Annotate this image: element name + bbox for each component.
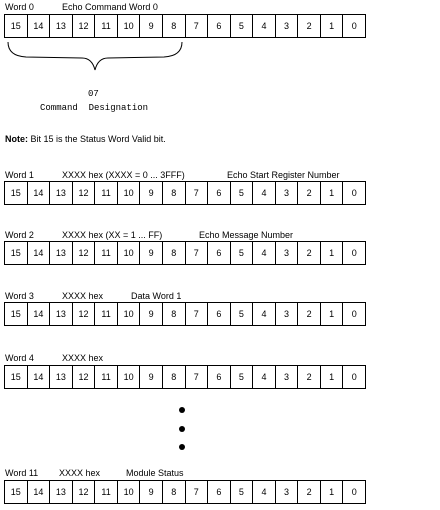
- bit-cell: 10: [118, 182, 141, 204]
- bit-cell: 10: [118, 242, 141, 264]
- bit-cell: 3: [276, 481, 299, 503]
- continuation-dot-1: [179, 407, 185, 413]
- word2-description: Echo Message Number: [199, 230, 294, 240]
- bit-cell: 4: [253, 242, 276, 264]
- bit-cell: 11: [95, 366, 118, 388]
- bit-cell: 11: [95, 303, 118, 325]
- bit-cell: 9: [140, 366, 163, 388]
- note-text: [5, 134, 166, 145]
- bit-cell: 9: [140, 242, 163, 264]
- bit-cell: 11: [95, 242, 118, 264]
- bit-cell: 4: [253, 481, 276, 503]
- word1-description: Echo Start Register Number: [227, 170, 340, 180]
- bit-cell: 4: [253, 303, 276, 325]
- bit-cell: 4: [253, 15, 276, 37]
- word4-bit-row: [4, 365, 366, 389]
- bit-cell: 15: [5, 481, 28, 503]
- bit-cell: 14: [28, 182, 51, 204]
- word3-label: Word 3: [5, 291, 34, 301]
- word2-value: XXXX hex (XX = 1 ... FF): [62, 230, 163, 240]
- word0-label: Word 0: [5, 2, 34, 12]
- bit-cell: 14: [28, 242, 51, 264]
- bit-cell: 8: [163, 15, 186, 37]
- bit-cell: 2: [298, 242, 321, 264]
- bit-cell: 5: [231, 182, 254, 204]
- bit-cell: 3: [276, 242, 299, 264]
- bit-cell: 8: [163, 366, 186, 388]
- bit-cell: 7: [186, 242, 209, 264]
- bit-cell: 13: [50, 481, 73, 503]
- continuation-dot-2: [179, 426, 185, 432]
- bit-cell: 5: [231, 481, 254, 503]
- bit-cell: 14: [28, 366, 51, 388]
- word11-bit-row: [4, 480, 366, 504]
- bit-cell: 2: [298, 366, 321, 388]
- word3-description: Data Word 1: [131, 291, 182, 301]
- word2-label: Word 2: [5, 230, 34, 240]
- bit-cell: 1: [321, 182, 344, 204]
- bit-cell: 7: [186, 366, 209, 388]
- bit-cell: 13: [50, 303, 73, 325]
- bit-cell: 4: [253, 182, 276, 204]
- bit-cell: 12: [73, 481, 96, 503]
- bit-cell: 7: [186, 303, 209, 325]
- bit-cell: 7: [186, 182, 209, 204]
- bit-cell: 15: [5, 303, 28, 325]
- bit-cell: 1: [321, 303, 344, 325]
- bit-cell: 13: [50, 182, 73, 204]
- bit-cell: 15: [5, 242, 28, 264]
- bit-cell: 12: [73, 366, 96, 388]
- bit-cell: 2: [298, 15, 321, 37]
- bit-cell: 10: [118, 303, 141, 325]
- bit-cell: 0: [351, 487, 357, 497]
- bit-cell: 8: [163, 303, 186, 325]
- word11-description: Module Status: [126, 468, 184, 478]
- word1-label: Word 1: [5, 170, 34, 180]
- bit-cell: 0: [351, 21, 357, 31]
- bit-cell: 6: [208, 15, 231, 37]
- bit-cell: 2: [298, 481, 321, 503]
- bit-cell: 2: [298, 303, 321, 325]
- bit-cell: 14: [28, 303, 51, 325]
- bit-cell: 15: [5, 182, 28, 204]
- bit-cell: 5: [231, 303, 254, 325]
- bit-cell: 1: [321, 242, 344, 264]
- bit-cell: 11: [95, 15, 118, 37]
- bit-cell: 6: [208, 366, 231, 388]
- bit-cell: 1: [321, 15, 344, 37]
- bit-cell: 11: [95, 481, 118, 503]
- bit-cell: 7: [186, 481, 209, 503]
- word0-description: Echo Command Word 0: [62, 2, 158, 12]
- bit-cell: 8: [163, 182, 186, 204]
- word11-label: Word 11: [5, 468, 39, 478]
- bit-cell: 15: [5, 15, 28, 37]
- bit-cell: 13: [50, 366, 73, 388]
- bit-cell: 12: [73, 15, 96, 37]
- bit-cell: 9: [140, 15, 163, 37]
- bit-cell: 0: [351, 309, 357, 319]
- command-code: 07: [88, 89, 99, 99]
- bit-cell: 14: [28, 15, 51, 37]
- bit-cell: 0: [351, 372, 357, 382]
- bit-cell: 12: [73, 242, 96, 264]
- bit-cell: 3: [276, 182, 299, 204]
- bit-cell: 5: [231, 366, 254, 388]
- word1-value: XXXX hex (XXXX = 0 ... 3FFF): [62, 170, 185, 180]
- bit-cell: 10: [118, 15, 141, 37]
- word3-bit-row: [4, 302, 366, 326]
- bit-cell: 8: [163, 481, 186, 503]
- word2-bit-row: [4, 241, 366, 265]
- bit-cell: 8: [163, 242, 186, 264]
- word3-value: XXXX hex: [62, 291, 104, 301]
- note-body: Bit 15 is the Status Word Valid bit.: [28, 134, 166, 144]
- bit-cell: 2: [298, 182, 321, 204]
- bit-cell: 10: [118, 366, 141, 388]
- bit-cell: 14: [28, 481, 51, 503]
- bit-cell: 6: [208, 303, 231, 325]
- bit-cell: 4: [253, 366, 276, 388]
- bit-cell: 13: [50, 15, 73, 37]
- bit-cell: 10: [118, 481, 141, 503]
- word4-label: Word 4: [5, 353, 34, 363]
- bit-cell: 6: [208, 182, 231, 204]
- bit-cell: 9: [140, 303, 163, 325]
- bit-cell: 3: [276, 15, 299, 37]
- bit-cell: 5: [231, 242, 254, 264]
- bit-cell: 7: [186, 15, 209, 37]
- bit-cell: 5: [231, 15, 254, 37]
- bit-cell: 6: [208, 242, 231, 264]
- bit-cell: 13: [50, 242, 73, 264]
- continuation-dot-3: [179, 444, 185, 450]
- bit-cell: 3: [276, 303, 299, 325]
- note-prefix: Note:: [5, 134, 28, 144]
- bit-cell: 11: [95, 182, 118, 204]
- bit-cell: 9: [140, 481, 163, 503]
- bit-cell: 12: [73, 182, 96, 204]
- bit-cell: 3: [276, 366, 299, 388]
- bit-cell: 12: [73, 303, 96, 325]
- bit-cell: 1: [321, 366, 344, 388]
- command-designation-label: Command Designation: [40, 103, 149, 113]
- bit-cell: 6: [208, 481, 231, 503]
- bit-cell: 0: [351, 248, 357, 258]
- bit-cell: 1: [321, 481, 344, 503]
- word1-bit-row: [4, 181, 366, 205]
- word11-value: XXXX hex: [59, 468, 101, 478]
- bit-cell: 0: [351, 188, 357, 198]
- bit-cell: 15: [5, 366, 28, 388]
- word4-value: XXXX hex: [62, 353, 104, 363]
- bit-cell: 9: [140, 182, 163, 204]
